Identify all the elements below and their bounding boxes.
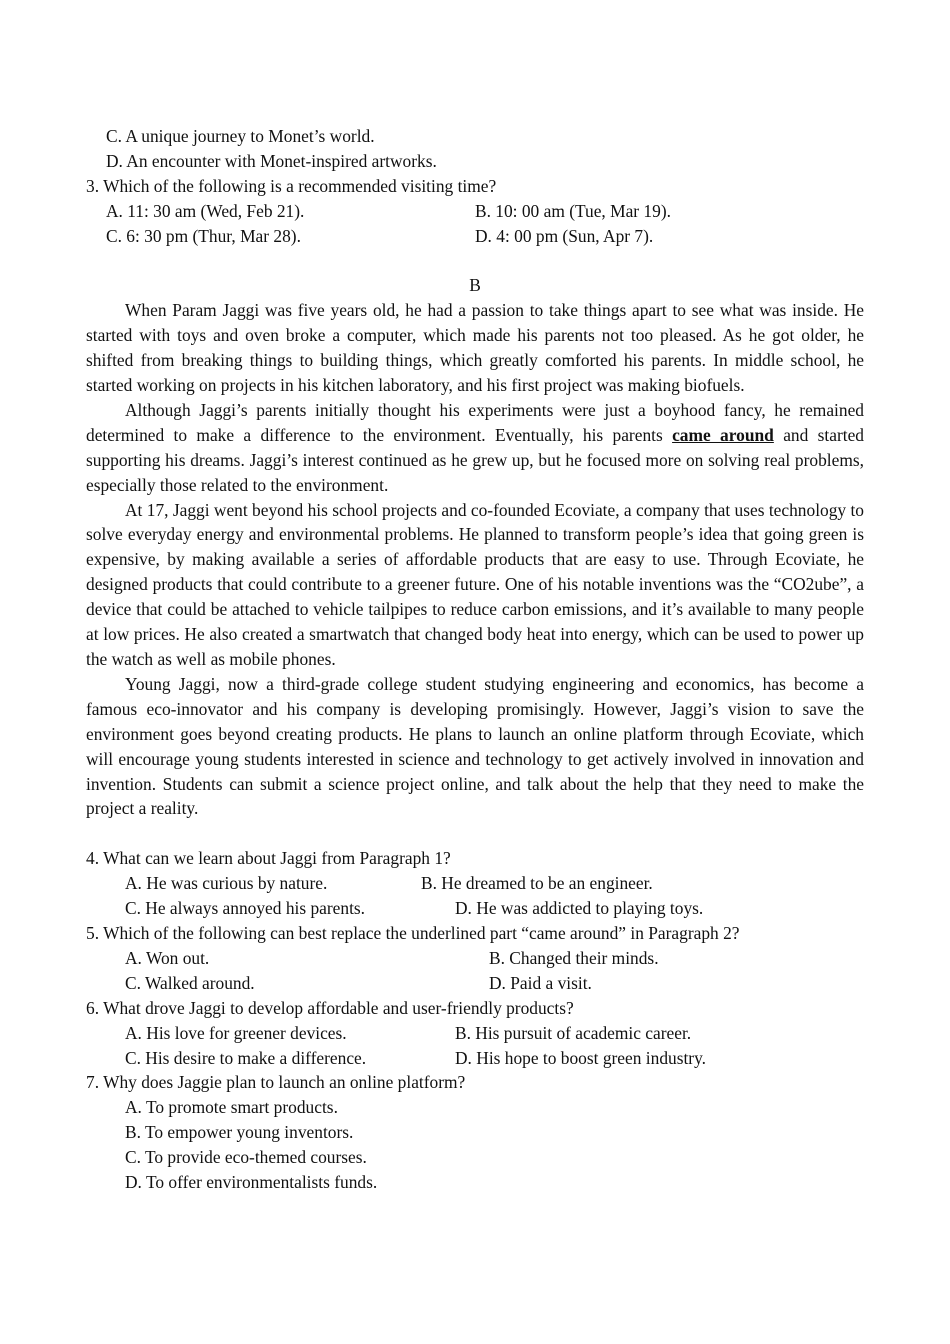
q5-question: 5. Which of the following can best replace the underlined part “came around” in Paragraph 2? xyxy=(86,922,740,943)
q6-option-d: D. His hope to boost green industry. xyxy=(455,1047,707,1068)
q7-question: 7. Why does Jaggie plan to launch an online platform? xyxy=(86,1072,466,1093)
section-label: B xyxy=(469,275,481,296)
q2-option-d: D. An encounter with Monet-inspired artworks. xyxy=(106,150,437,171)
exam-page xyxy=(86,124,864,1195)
q5-option-b: B. Changed their minds. xyxy=(489,947,659,968)
underlined-phrase: came around xyxy=(672,424,774,445)
paragraph-2-part-1: Although Jaggi’s parents initially thought his experiments were just a boyhood fancy, he remained determined to make a difference to the environment. Eventually, his parents xyxy=(86,399,864,445)
q7-option-c: C. To provide eco-themed courses. xyxy=(125,1147,367,1168)
q5-option-a: A. Won out. xyxy=(125,947,210,968)
q5-options-row-2 xyxy=(86,971,864,996)
q6-question: 6. What drove Jaggi to develop affordable and user-friendly products? xyxy=(86,997,574,1018)
q6-options-row-1 xyxy=(86,1021,864,1046)
q6-option-b: B. His pursuit of academic career. xyxy=(455,1022,692,1043)
q5-options-row-1 xyxy=(86,946,864,971)
q6-option-c: C. His desire to make a difference. xyxy=(125,1047,367,1068)
q4-options-row-2 xyxy=(86,896,864,921)
q4-question: 4. What can we learn about Jaggi from Paragraph 1? xyxy=(86,848,451,869)
q7-option-a: A. To promote smart products. xyxy=(125,1097,338,1118)
paragraph-3: At 17, Jaggi went beyond his school projects and co-founded Ecoviate, a company that uses technology to solve everyday energy and environmental problems. He planned to transform people’s idea that going green is expensive, by making available a series of affordable products that are easy to use. Through Ecoviate, he designed products that could contribute to a greener future. One of his notable inventions was the “CO2ube”, a device that could be attached to vehicle tailpipes to reduce carbon emissions, and it’s available to many people at low prices. He also created a smartwatch that changed body heat into energy, which can be used to power up the watch as well as mobile phones. xyxy=(86,499,864,670)
q3-options-row-1 xyxy=(86,199,864,224)
paragraph-1: When Param Jaggi was five years old, he had a passion to take things apart to see what was inside. He started with toys and oven broke a computer, which made his parents not too pleased. As he got older, he shifted from breaking things to building things, which greatly comforted his parents. In middle school, he started working on projects in his kitchen laboratory, and his first project was making biofuels. xyxy=(86,300,864,396)
q5-option-d: D. Paid a visit. xyxy=(489,972,592,993)
q3-question: 3. Which of the following is a recommended visiting time? xyxy=(86,175,497,196)
q3-options-row-2 xyxy=(86,224,864,249)
q4-option-c: C. He always annoyed his parents. xyxy=(125,898,366,919)
q6-option-a: A. His love for greener devices. xyxy=(125,1022,347,1043)
q4-option-b: B. He dreamed to be an engineer. xyxy=(421,873,653,894)
q7-option-d: D. To offer environmentalists funds. xyxy=(125,1172,378,1193)
q5-option-c: C. Walked around. xyxy=(125,972,255,993)
q3-option-a: A. 11: 30 am (Wed, Feb 21). xyxy=(106,200,305,221)
q3-option-c: C. 6: 30 pm (Thur, Mar 28). xyxy=(106,225,301,246)
q6-options-row-2 xyxy=(86,1046,864,1071)
q3-option-d: D. 4: 00 pm (Sun, Apr 7). xyxy=(475,225,654,246)
q4-option-a: A. He was curious by nature. xyxy=(125,873,328,894)
paragraph-4: Young Jaggi, now a third-grade college student studying engineering and economics, has become a famous eco-innovator and his company is developing promisingly. However, Jaggi’s vision to save the environment goes beyond creating products. He plans to launch an online platform through Ecoviate, which will encourage young students interested in science and technology to get actively involved in innovation and invention. Students can submit a science project online, and talk about the help that they need to make the project a reality. xyxy=(86,673,864,819)
paragraph-2 xyxy=(86,398,864,498)
q2-option-c: C. A unique journey to Monet’s world. xyxy=(106,126,375,146)
q3-option-b: B. 10: 00 am (Tue, Mar 19). xyxy=(475,200,671,221)
q4-option-d: D. He was addicted to playing toys. xyxy=(455,898,704,919)
q4-options-row-1 xyxy=(86,871,864,896)
paragraph-2-part-2: and started supporting his dreams. Jaggi’s interest continued as he grew up, but he focused more on solving real problems, especially those related to the environment. xyxy=(86,424,864,495)
q7-option-b: B. To empower young inventors. xyxy=(125,1122,354,1143)
